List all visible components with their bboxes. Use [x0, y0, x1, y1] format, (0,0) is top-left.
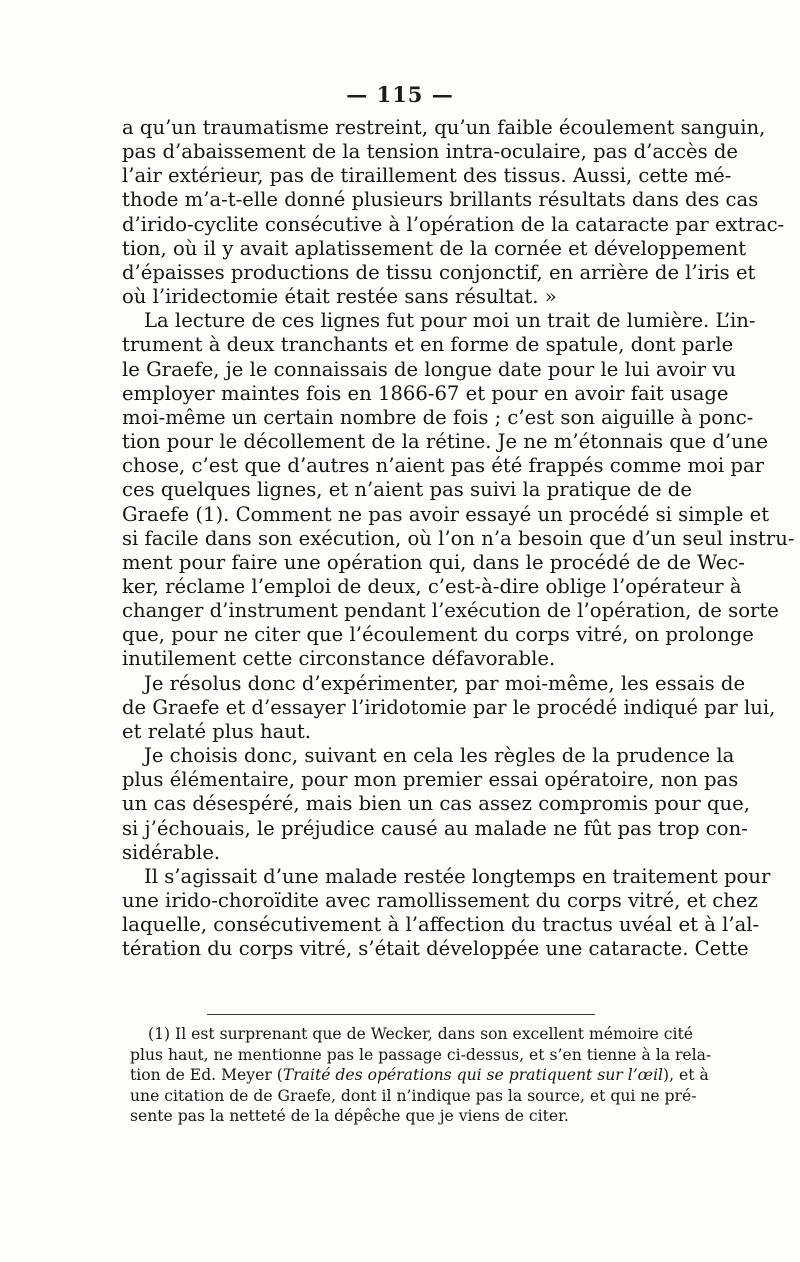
- text-line: Graefe (1). Comment ne pas avoir essayé un procédé si simple et: [122, 502, 770, 526]
- text-line: thode m’a-t-elle donné plusieurs brillants résultats dans des cas: [122, 188, 759, 212]
- text-line: et relaté plus haut.: [122, 719, 312, 743]
- footnote-line: une citation de de Graefe, dont il n’indique pas la source, et qui ne pré-: [130, 1086, 697, 1105]
- text-line: tion pour le décollement de la rétine. Je ne m’étonnais que d’une: [122, 430, 768, 454]
- footnote: [130, 1024, 712, 1127]
- text-line: changer d’instrument pendant l’exécution de l’opération, de sorte: [122, 599, 779, 623]
- text-line: de Graefe et d’essayer l’iridotomie par le procédé indiqué par lui,: [122, 695, 776, 719]
- text-line: trument à deux tranchants et en forme de spatule, dont parle: [122, 333, 734, 357]
- text-line: inutilement cette circonstance défavorable.: [122, 647, 556, 671]
- text-line: La lecture de ces lignes fut pour moi un trait de lumière. L’in-: [144, 309, 756, 333]
- text-line: une irido-choroïdite avec ramollissement du corps vitré, et chez: [122, 889, 758, 912]
- text-line: moi-même un certain nombre de fois ; c’est son aiguille à ponc-: [122, 405, 754, 429]
- text-line: chose, c’est que d’autres n’aient pas été frappés comme moi par: [122, 454, 765, 478]
- footnote-line: (1) Il est surprenant que de Wecker, dans son excellent mémoire cité: [148, 1025, 693, 1043]
- text-line: l’air extérieur, pas de tiraillement des tissus. Aussi, cette mé-: [122, 164, 732, 188]
- text-line: que, pour ne citer que l’écoulement du corps vitré, on prolonge: [122, 623, 754, 647]
- text-line: pas d’abaissement de la tension intra-oculaire, pas d’accès de: [122, 140, 739, 164]
- text-line: si j’échouais, le préjudice causé au malade ne fût pas trop con-: [122, 816, 748, 840]
- text-line: laquelle, consécutivement à l’affection du tractus uvéal et à l’al-: [122, 913, 760, 937]
- footnote-line: sente pas la netteté de la dépêche que je viens de citer.: [130, 1107, 569, 1125]
- text-line: a qu’un traumatisme restreint, qu’un faible écoulement sanguin,: [122, 116, 766, 139]
- text-line: ment pour faire une opération qui, dans le procédé de de Wec-: [122, 550, 745, 574]
- text-line: où l’iridectomie était restée sans résultat. »: [122, 285, 557, 309]
- footnote-line: [130, 1065, 709, 1086]
- text-line: sidérable.: [122, 840, 221, 864]
- text-line: Il s’agissait d’une malade restée longtemps en traitement pour: [144, 864, 771, 888]
- footnote-line: plus haut, ne mentionne pas le passage ci-dessus, et s’en tienne à la rela-: [130, 1045, 712, 1064]
- footnote-text: ), et à: [663, 1066, 709, 1084]
- text-line: employer maintes fois en 1866-67 et pour en avoir fait usage: [122, 381, 729, 405]
- text-line: le Graefe, je le connaissais de longue date pour le lui avoir vu: [122, 357, 737, 381]
- text-line: Je choisis donc, suivant en cela les règles de la prudence la: [144, 744, 735, 768]
- footnote-divider: [207, 1014, 595, 1015]
- text-line: un cas désespéré, mais bien un cas assez compromis pour que,: [122, 792, 750, 816]
- text-line: d’épaisses productions de tissu conjonctif, en arrière de l’iris et: [122, 260, 756, 284]
- book-title: Traité des opérations qui se pratiquent sur l’œil: [282, 1066, 664, 1084]
- text-line: tion, où il y avait aplatissement de la cornée et développement: [122, 236, 747, 260]
- footnote-text: tion de Ed. Meyer (: [130, 1066, 283, 1084]
- text-line: Je résolus donc d’expérimenter, par moi-même, les essais de: [144, 671, 746, 695]
- text-line: tération du corps vitré, s’était développée une cataracte. Cette: [122, 937, 749, 961]
- text-line: ces quelques lignes, et n’aient pas suivi la pratique de de: [122, 478, 692, 502]
- page-number: — 115 —: [346, 82, 454, 107]
- main-text: [122, 116, 795, 961]
- text-line: ker, réclame l’emploi de deux, c’est-à-dire oblige l’opérateur à: [122, 574, 742, 598]
- text-line: si facile dans son exécution, où l’on n’a besoin que d’un seul instru-: [122, 526, 795, 550]
- text-line: d’irido-cyclite consécutive à l’opération de la cataracte par extrac-: [122, 212, 785, 236]
- text-line: plus élémentaire, pour mon premier essai opératoire, non pas: [122, 768, 739, 792]
